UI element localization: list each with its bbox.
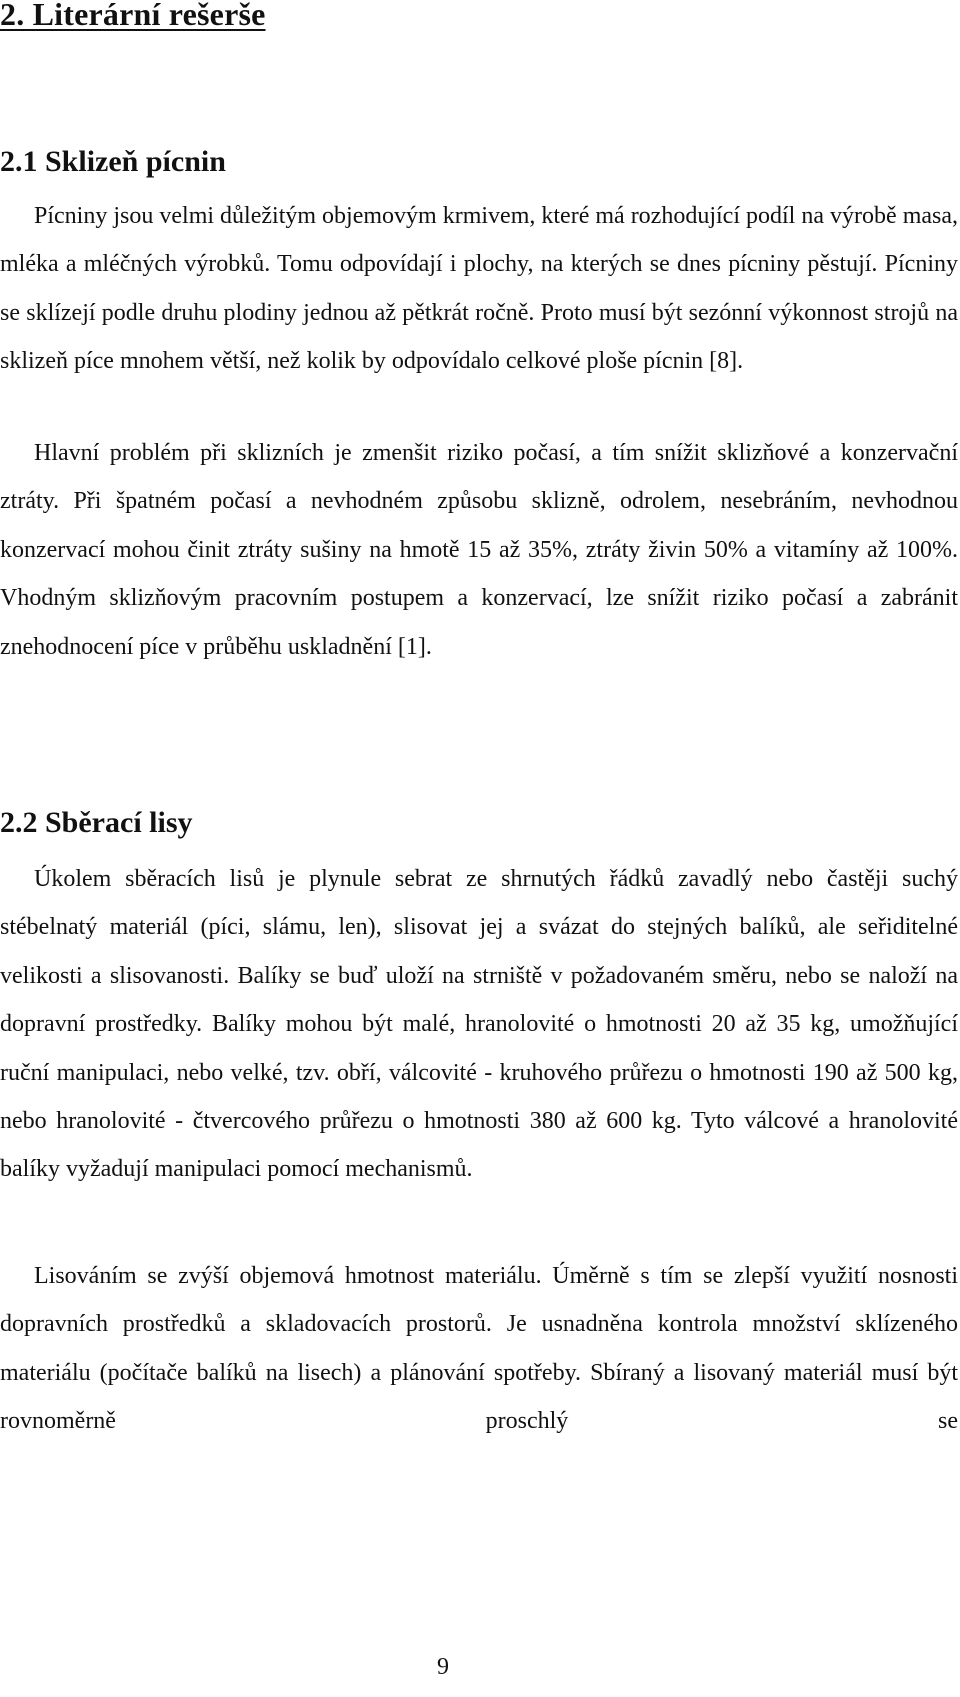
section-heading-balers: 2.2 Sběrací lisy — [0, 806, 193, 839]
paragraph-text: Úkolem sběracích lisů je plynule sebrat ze shrnutých řádků zavadlý nebo častěji suchý stébelnatý materiál (píci, slámu, len), slisovat jej a svázat do stejných balíků, ale seřiditelné velikosti a slisovanosti. Balíky se buď uloží na strniště v požadovaném směru, nebo se naloží na dopravní prostředky. Balíky mohou být malé, hranolovité o hmotnosti 20 až 35 kg, umožňující ruční manipulaci, nebo velké, tzv. obří, válcovité - kruhového průřezu o hmotnosti 190 až 500 kg, nebo hranolovité - čtvercového průřezu o hmotnosti 380 až 600 kg. Tyto válcové a hranolovité balíky vyžadují manipulaci pomocí mechanismů. — [0, 866, 958, 1183]
paragraph-text: Lisováním se zvýší objemová hmotnost materiálu. Úměrně s tím se zlepší využití nosnosti dopravních prostředků a skladovacích prostorů. Je usnadněna kontrola množství sklízeného materiálu (počítače balíků na lisech) a plánování spotřeby. Sbíraný a lisovaný materiál musí být rovnoměrně proschlý se — [0, 1263, 958, 1435]
paragraph-baler-purpose — [0, 855, 958, 1194]
chapter-heading: 2. Literární rešerše — [0, 0, 266, 32]
section-heading-harvest: 2.1 Sklizeň pícnin — [0, 145, 226, 178]
paragraph-text: Hlavní problém při sklizních je zmenšit riziko počasí, a tím snížit sklizňové a konzervační ztráty. Při špatném počasí a nevhodném způsobu sklizně, odrolem, nesebráním, nevhodnou konzervací mohou činit ztráty sušiny na hmotě 15 až 35%, ztráty živin 50% a vitamíny až 100%. Vhodným sklizňovým pracovním postupem a konzervací, lze snížit riziko počasí a zabránit znehodnocení píce v průběhu uskladnění [1]. — [0, 440, 958, 660]
paragraph-harvest-losses — [0, 429, 958, 671]
page-number: 9 — [437, 1654, 449, 1680]
paragraph-baling-benefits — [0, 1252, 958, 1446]
paragraph-forage-importance — [0, 192, 958, 386]
paragraph-text: Pícniny jsou velmi důležitým objemovým krmivem, které má rozhodující podíl na výrobě masa, mléka a mléčných výrobků. Tomu odpovídají i plochy, na kterých se dnes pícniny pěstují. Pícniny se sklízejí podle druhu plodiny jednou až pětkrát ročně. Proto musí být sezónní výkonnost strojů na sklizeň píce mnohem větší, než kolik by odpovídalo celkové ploše pícnin [8]. — [0, 203, 958, 375]
